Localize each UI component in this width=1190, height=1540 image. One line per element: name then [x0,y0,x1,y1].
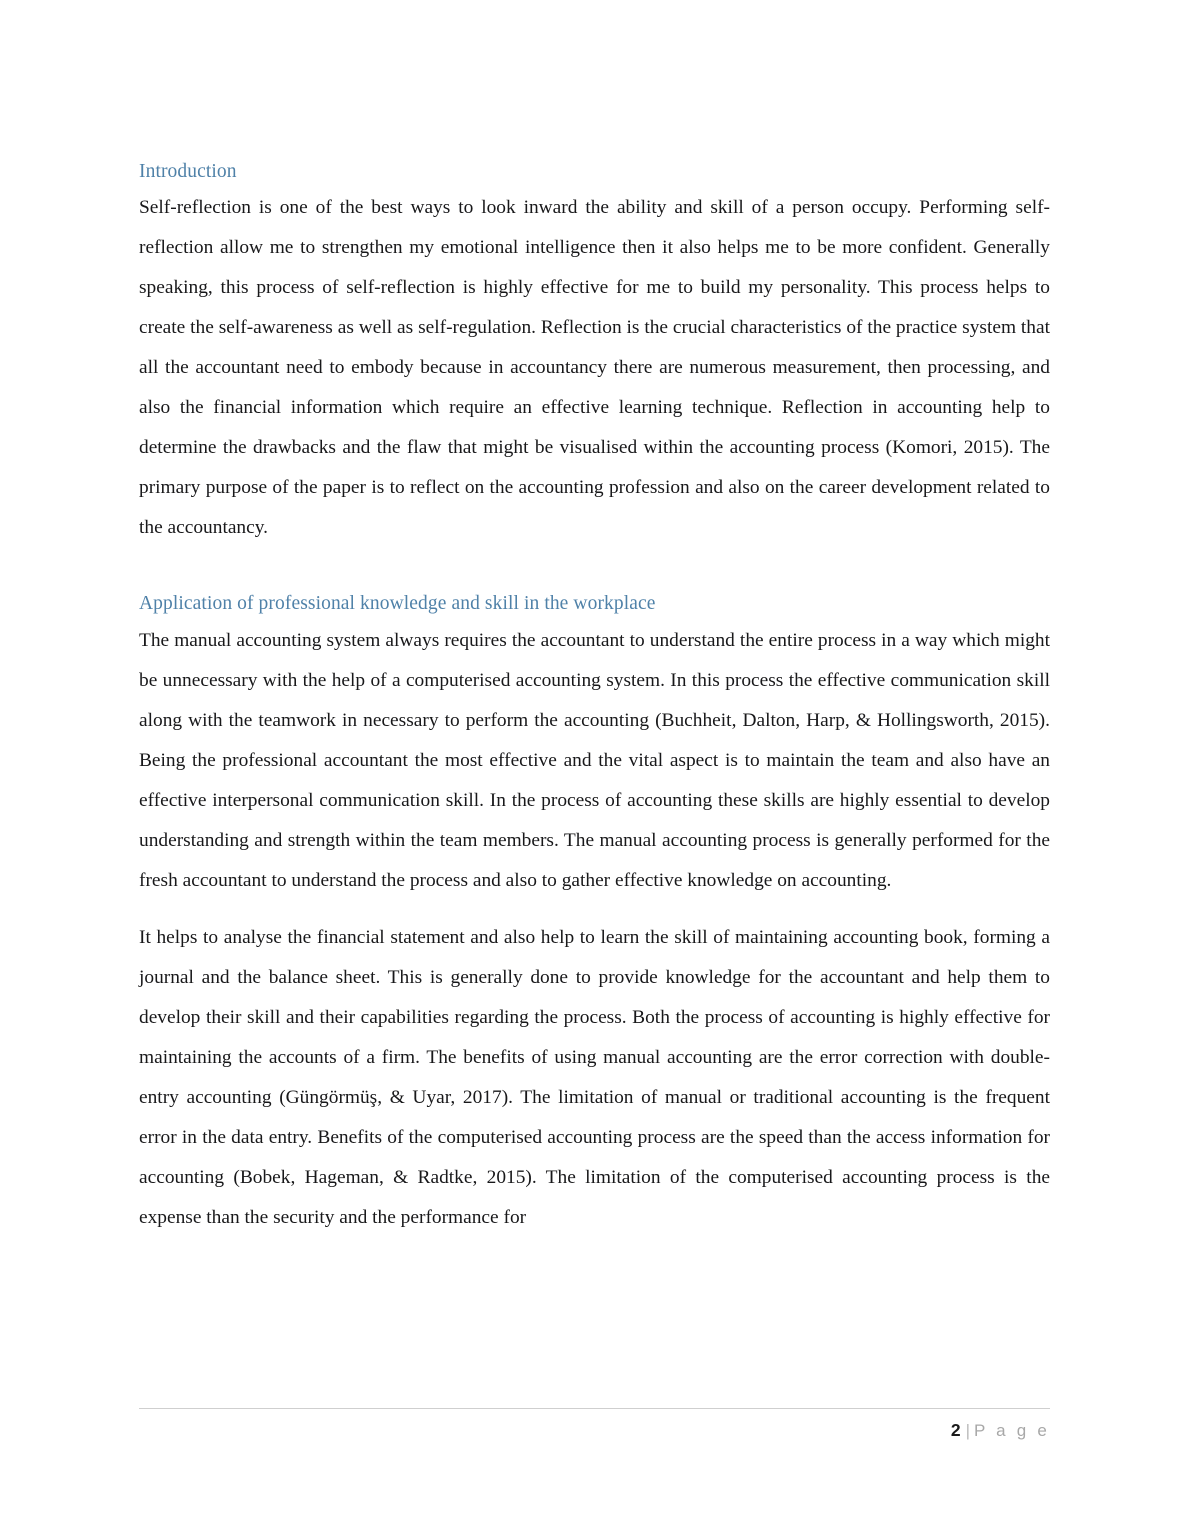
paragraph-application-2: It helps to analyse the financial statement and also help to learn the skill of maintaining accounting book, forming a journal and the balance sheet. This is generally done to provide knowledge for the accountant and help them to develop their skill and their capabilities regarding the process. Both the process of accounting is highly effective for maintaining the accounts of a firm. The benefits of using manual accounting are the error correction with double-entry accounting (Güngörmüş, & Uyar, 2017). The limitation of manual or traditional accounting is the frequent error in the data entry. Benefits of the computerised accounting process are the speed than the access information for accounting (Bobek, Hageman, & Radtke, 2015). The limitation of the computerised accounting process is the expense than the security and the performance for [139,926,1050,1228]
footer-page-indicator [139,1418,1050,1443]
paragraph-introduction-1: Self-reflection is one of the best ways to look inward the ability and skill of a person occupy. Performing self-reflection allow me to strengthen my emotional intelligence then it also helps me to be more confident. Generally speaking, this process of self-reflection is highly effective for me to build my personality. This process helps to create the self-awareness as well as self-regulation. Reflection is the crucial characteristics of the practice system that all the accountant need to embody because in accountancy there are numerous measurement, then processing, and also the financial information which require an effective learning technique. Reflection in accounting help to determine the drawbacks and the flaw that might be visualised within the accounting process (Komori, 2015). The primary purpose of the paper is to reflect on the accounting profession and also on the career development related to the accountancy. [139,197,1050,539]
document-body [139,160,1050,1238]
page-footer [139,1408,1050,1443]
section-heading-introduction: Introduction [139,161,237,182]
paragraph-application-1: The manual accounting system always requires the accountant to understand the entire process in a way which might be unnecessary with the help of a computerised accounting system. In this process the effective communication skill along with the teamwork in necessary to perform the accounting (Buchheit, Dalton, Harp, & Hollingsworth, 2015). Being the professional accountant the most effective and the vital aspect is to maintain the team and also have an effective interpersonal communication skill. In the process of accounting these skills are highly essential to develop understanding and strength within the team members. The manual accounting process is generally performed for the fresh accountant to understand the process and also to gather effective knowledge on accounting. [139,629,1050,891]
footer-page-number: 2 [950,1420,961,1440]
footer-separator: | [965,1421,971,1440]
footer-divider [139,1408,1050,1409]
section-heading-application-of-professional-knowledge: Application of professional knowledge and skill in the workplace [139,593,656,615]
footer-page-label: P a g e [974,1421,1050,1440]
